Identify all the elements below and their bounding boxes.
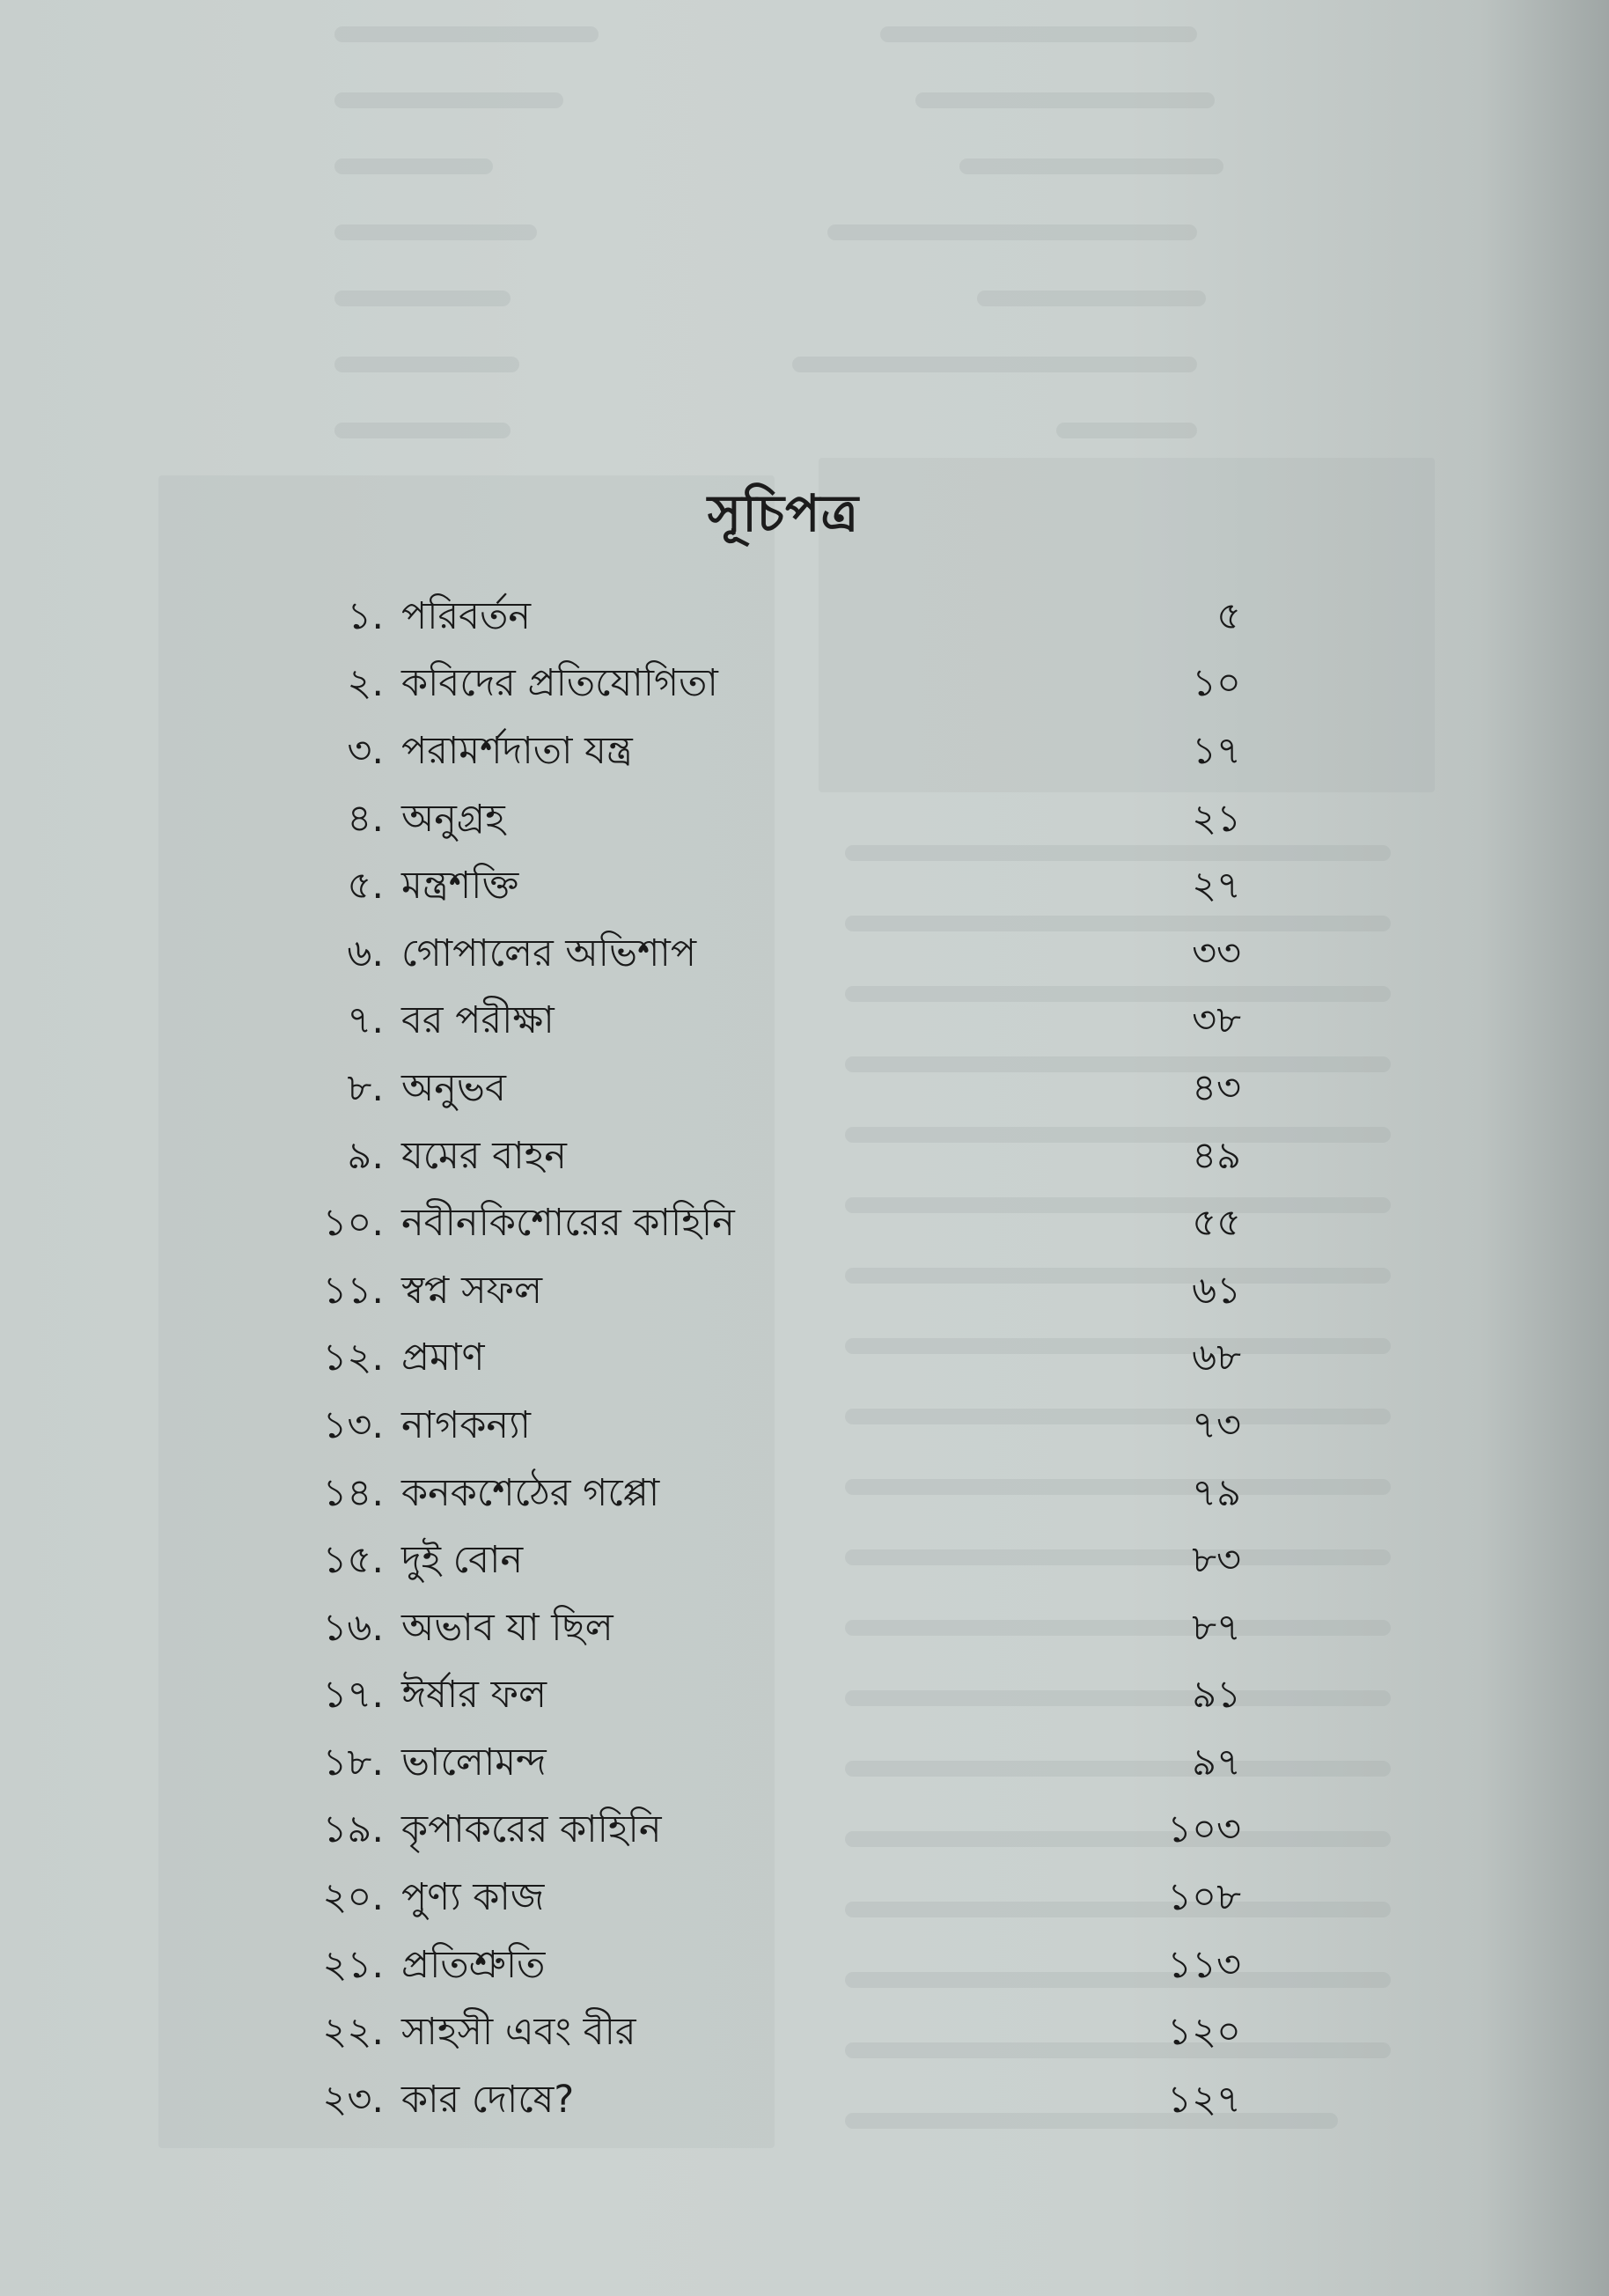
- toc-entry-title: কৃপাকরের কাহিনি: [401, 1807, 662, 1852]
- toc-entry-title: অভাব যা ছিল: [401, 1605, 613, 1650]
- toc-entry: [290, 1799, 1241, 1867]
- toc-entry-title: বর পরীক্ষা: [401, 998, 555, 1043]
- toc-entry-title: কনকশেঠের গপ্পো: [401, 1470, 660, 1515]
- show-through-line: [334, 224, 537, 240]
- show-through-line: [915, 92, 1215, 108]
- toc-entry-number: ১১.: [322, 1268, 384, 1313]
- show-through-line: [334, 158, 493, 174]
- toc-entry-title: পরিবর্তন: [401, 593, 532, 638]
- toc-entry-page: ৫: [1216, 593, 1241, 638]
- toc-entry-page: ৪৩: [1192, 1065, 1241, 1110]
- toc-entry-number: ৪.: [347, 796, 384, 841]
- toc-entry-title: ঈর্ষার ফল: [401, 1673, 547, 1718]
- toc-entry-page: ১১৩: [1167, 1942, 1241, 1987]
- toc-entry-page: ৭৯: [1192, 1470, 1241, 1515]
- toc-entry-title: নাগকন্যা: [401, 1402, 532, 1447]
- table-of-contents: [290, 585, 1241, 2137]
- toc-entry-page: ৭৩: [1192, 1402, 1241, 1447]
- toc-entry-title: স্বপ্ন সফল: [401, 1268, 543, 1313]
- toc-entry: [290, 1260, 1241, 1328]
- toc-entry-number: ২৩.: [322, 2077, 384, 2122]
- toc-entry-page: ৮৩: [1192, 1538, 1241, 1583]
- toc-entry-title: পুণ্য কাজ: [401, 1875, 545, 1920]
- toc-entry: [290, 855, 1241, 923]
- toc-entry-number: ২২.: [322, 2010, 384, 2055]
- toc-entry-number: ১৬.: [322, 1605, 384, 1650]
- toc-entry-title: গোপালের অভিশাপ: [401, 931, 697, 975]
- toc-entry-title: প্রমাণ: [401, 1336, 485, 1380]
- toc-entry: [290, 788, 1241, 856]
- toc-entry-title: মন্ত্রশক্তি: [401, 864, 519, 909]
- toc-entry: [290, 2001, 1241, 2069]
- toc-entry-page: ৬১: [1192, 1268, 1241, 1313]
- toc-entry: [290, 923, 1241, 990]
- toc-entry-page: ৩৩: [1192, 931, 1241, 975]
- toc-entry-page: ৬৮: [1192, 1336, 1241, 1380]
- toc-entry: [290, 1192, 1241, 1260]
- toc-entry-title: যমের বাহন: [401, 1133, 567, 1178]
- toc-entry-number: ৫.: [347, 864, 384, 909]
- toc-entry-page: ১২৭: [1167, 2077, 1241, 2122]
- toc-entry-page: ১০৩: [1167, 1807, 1241, 1852]
- toc-entry-number: ৭.: [347, 998, 384, 1043]
- toc-entry: [290, 1395, 1241, 1462]
- toc-entry-number: ১০.: [322, 1201, 384, 1246]
- toc-entry: [290, 990, 1241, 1058]
- toc-entry-title: প্রতিশ্রুতি: [401, 1942, 546, 1987]
- toc-entry-number: ৮.: [347, 1065, 384, 1110]
- toc-entry: [290, 585, 1241, 653]
- toc-entry-number: ১.: [347, 593, 384, 638]
- toc-entry-number: ১৩.: [322, 1402, 384, 1447]
- toc-entry-page: ১৭: [1192, 728, 1241, 773]
- toc-entry: [290, 653, 1241, 721]
- toc-entry-number: ২০.: [322, 1875, 384, 1920]
- toc-entry-page: ৯১: [1192, 1673, 1241, 1718]
- toc-entry-page: ৮৭: [1192, 1605, 1241, 1650]
- show-through-line: [977, 291, 1206, 306]
- toc-entry: [290, 1597, 1241, 1665]
- toc-entry-page: ২৭: [1192, 864, 1241, 909]
- show-through-line: [334, 423, 511, 438]
- show-through-line: [1056, 423, 1197, 438]
- toc-entry-number: ৬.: [347, 931, 384, 975]
- toc-entry-page: ৫৫: [1192, 1201, 1241, 1246]
- toc-entry-page: ৩৮: [1192, 998, 1241, 1043]
- toc-entry-number: ৩.: [347, 728, 384, 773]
- toc-entry-number: ১২.: [322, 1336, 384, 1380]
- show-through-line: [880, 26, 1197, 42]
- toc-entry-page: ১০: [1192, 661, 1241, 706]
- toc-entry-page: ২১: [1192, 796, 1241, 841]
- toc-entry-title: দুই বোন: [401, 1538, 524, 1583]
- toc-entry-title: অনুভব: [401, 1065, 506, 1110]
- toc-entry: [290, 1328, 1241, 1395]
- toc-entry-number: ১৪.: [322, 1470, 384, 1515]
- show-through-line: [334, 26, 599, 42]
- show-through-line: [334, 357, 519, 372]
- toc-entry-page: ১০৮: [1167, 1875, 1241, 1920]
- toc-entry: [290, 1866, 1241, 1934]
- toc-entry-title: সাহসী এবং বীর: [401, 2010, 636, 2055]
- toc-entry-page: ১২০: [1167, 2010, 1241, 2055]
- show-through-line: [827, 224, 1197, 240]
- toc-entry: [290, 1732, 1241, 1799]
- toc-entry-number: ১৮.: [322, 1740, 384, 1785]
- toc-entry-number: ১৭.: [322, 1673, 384, 1718]
- show-through-line: [334, 291, 511, 306]
- toc-entry-number: ১৯.: [322, 1807, 384, 1852]
- toc-entry-title: কার দোষে?: [401, 2077, 575, 2122]
- toc-entry-number: ১৫.: [322, 1538, 384, 1583]
- page-title: সূচিপত্র: [707, 482, 860, 543]
- toc-entry-number: ২.: [347, 661, 384, 706]
- show-through-line: [959, 158, 1223, 174]
- toc-entry: [290, 1665, 1241, 1733]
- toc-entry-number: ৯.: [347, 1133, 384, 1178]
- toc-entry-title: ভালোমন্দ: [401, 1740, 547, 1785]
- toc-entry: [290, 1125, 1241, 1193]
- toc-entry: [290, 1934, 1241, 2002]
- toc-entry-title: নবীনকিশোরের কাহিনি: [401, 1201, 735, 1246]
- show-through-line: [334, 92, 563, 108]
- toc-entry-title: পরামর্শদাতা যন্ত্র: [401, 728, 633, 773]
- toc-entry-number: ২১.: [322, 1942, 384, 1987]
- toc-entry: [290, 720, 1241, 788]
- toc-entry: [290, 2069, 1241, 2137]
- show-through-line: [792, 357, 1197, 372]
- toc-entry-title: কবিদের প্রতিযোগিতা: [401, 661, 718, 706]
- toc-entry: [290, 1057, 1241, 1125]
- toc-entry: [290, 1462, 1241, 1530]
- toc-entry-page: ৪৯: [1192, 1133, 1241, 1178]
- toc-entry-title: অনুগ্রহ: [401, 796, 505, 841]
- toc-entry: [290, 1529, 1241, 1597]
- toc-entry-page: ৯৭: [1192, 1740, 1241, 1785]
